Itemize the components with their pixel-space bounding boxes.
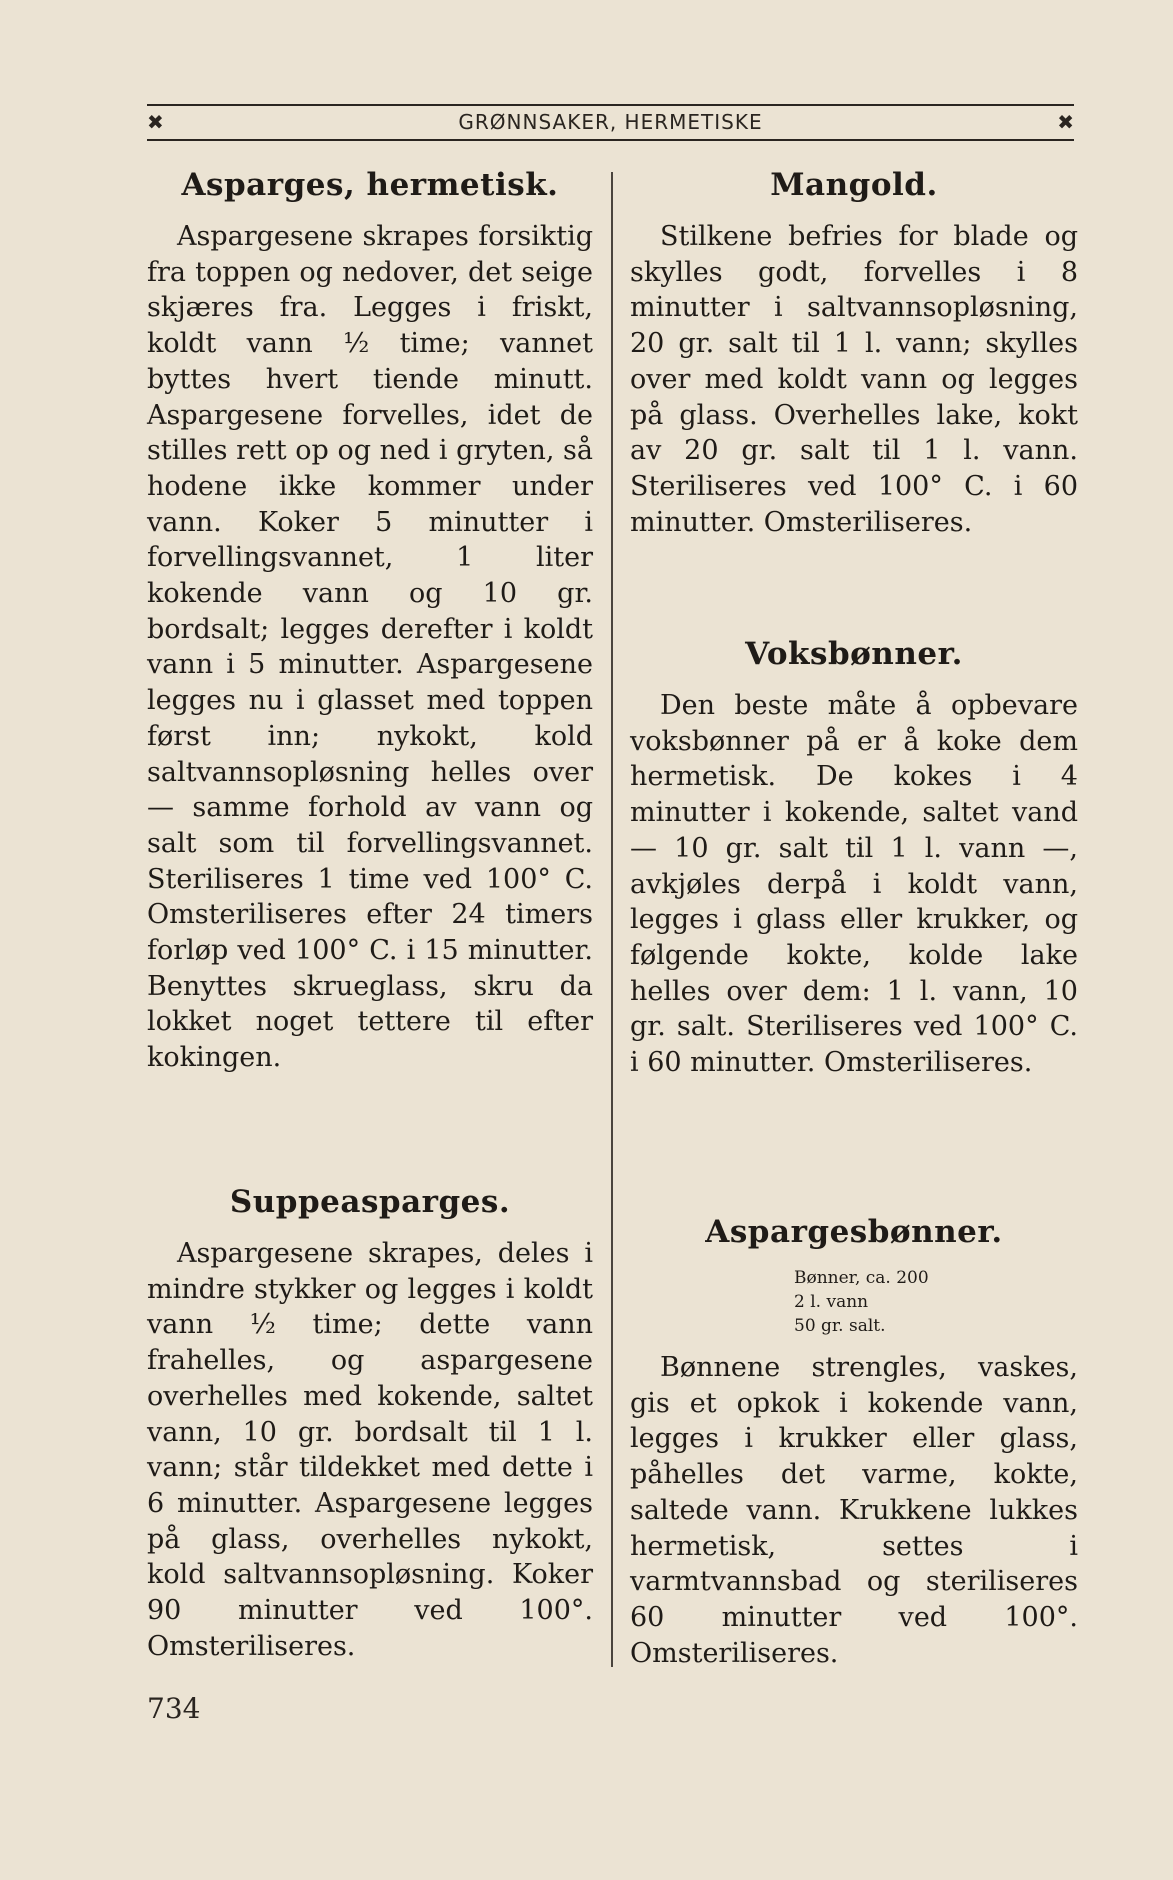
recipe-suppeasparges [147, 1182, 593, 1664]
header-rule-top [147, 104, 1074, 106]
recipe-mangold [630, 165, 1078, 540]
header-rule-bottom [147, 139, 1074, 141]
page-number: 734 [147, 1692, 201, 1725]
recipe-heading: Voksbønner. [745, 636, 963, 672]
running-head-title: GRØNNSAKER, HERMETISKE [458, 110, 763, 134]
recipe-heading: Asparges, hermetisk. [181, 167, 559, 203]
recipe-heading: Aspargesbønner. [705, 1214, 1003, 1250]
recipe-text: Aspargesene skrapes forsiktig fra toppen og nedover, det seige skjæres fra. Legges i friskt, koldt vann ½ time; vannet byttes hvert tiende minutt. Aspargesene forvelles, idet de stilles rett op og ned i gryten, så hodene ikke kommer under vann. Koker 5 minutter i forvellingsvannet, 1 liter kokende vann og 10 gr. bordsalt; legges derefter i koldt vann i 5 minutter. Aspargesene legges nu i glasset med toppen først inn; nykokt, kold saltvannsopløsning helles over — samme forhold av vann og salt som til forvellingsvannet. Steriliseres 1 time ved 100° C. Omsteriliseres efter 24 timers forløp ved 100° C. i 15 minutter. Benyttes skrueglass, skru da lokket noget tettere til efter kokingen. [147, 221, 593, 1074]
recipe-text: Aspargesene skrapes, deles i mindre stykker og legges i koldt vann ½ time; dette vann frahelles, og aspargesene overhelles med kokende, saltet vann, 10 gr. bordsalt til 1 l. vann; står tildekket med dette i 6 minutter. Aspargesene legges på glass, overhelles nykokt, kold saltvannsopløsning. Koker 90 minutter ved 100°. Omsteriliseres. [147, 1238, 593, 1662]
ingredient-item: 50 gr. salt. [794, 1316, 886, 1336]
ingredient-item: Bønner, ca. 200 [794, 1268, 929, 1288]
header-ornament-right: ✖ [1057, 110, 1074, 134]
ingredient-item: 2 l. vann [794, 1292, 869, 1312]
recipe-text: Stilkene befries for blade og skylles godt, forvelles i 8 minutter i saltvannsopløsning, 20 gr. salt til 1 l. vann; skylles over med koldt vann og legges på glass. Overhelles lake, kokt av 20 gr. salt til 1 l. vann. Steriliseres ved 100° C. i 60 minutter. Omsteriliseres. [630, 221, 1078, 538]
recipe-text: Den beste måte å opbevare voksbønner på er å koke dem hermetisk. De kokes i 4 minutter i kokende, saltet vand — 10 gr. salt til 1 l. vann —, avkjøles derpå i koldt vann, legges i glass eller krukker, og følgende kokte, kolde lake helles over dem: 1 l. vann, 10 gr. salt. Steriliseres ved 100° C. i 60 minutter. Omsteriliseres. [630, 690, 1078, 1079]
recipe-asparges-hermetisk [147, 165, 593, 1076]
column-divider [611, 172, 613, 1667]
ingredient-list [714, 1266, 994, 1338]
running-head [147, 107, 1074, 137]
recipe-heading: Mangold. [770, 167, 938, 203]
recipe-aspargesbonner [630, 1212, 1078, 1671]
header-ornament-left: ✖ [147, 110, 164, 134]
recipe-heading: Suppeasparges. [229, 1184, 511, 1220]
recipe-voksbonner [630, 634, 1078, 1081]
recipe-text: Bønnene strengles, vaskes, gis et opkok i kokende vann, legges i krukker eller glass, påhelles det varme, kokte, saltede vann. Krukkene lukkes hermetisk, settes i varmtvannsbad og steriliseres 60 minutter ved 100°. Omsteriliseres. [630, 1352, 1078, 1669]
